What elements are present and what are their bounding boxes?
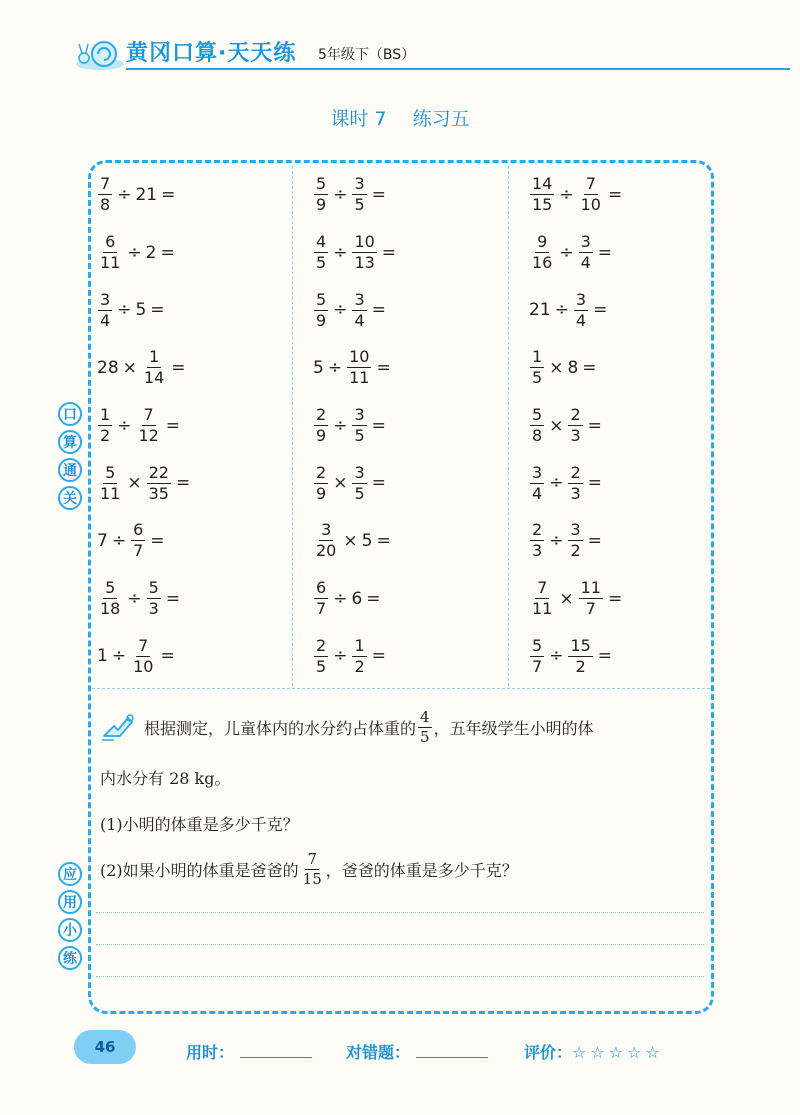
fraction: $\frac{10}{11}$ [349, 347, 370, 388]
operand: 2 [145, 242, 157, 263]
exercise-item [96, 224, 306, 282]
operator: ÷ [554, 300, 569, 321]
equals-sign: = [381, 242, 397, 263]
word-problem [100, 702, 708, 894]
side-label-apply [58, 862, 84, 974]
fraction: $\frac{2}{5}$ [316, 635, 327, 676]
lesson-title [0, 104, 800, 131]
operand: 21 [135, 184, 158, 205]
fraction: $\frac{22}{35}$ [148, 462, 169, 503]
fraction: $\frac{3}{2}$ [570, 520, 581, 561]
side-label-char: 用 [58, 890, 82, 914]
operator: × [559, 588, 574, 609]
problem-text: ，五年级学生小明的体 [433, 718, 594, 738]
side-label-char: 练 [58, 946, 82, 970]
operand: 6 [351, 588, 363, 609]
exercise-column-2 [312, 166, 522, 685]
exercise-item [528, 570, 738, 628]
header-divider [126, 68, 790, 70]
fraction: $\frac{1}{2}$ [354, 635, 365, 676]
operator: ÷ [117, 184, 132, 205]
fraction: $\frac{3}{4}$ [354, 289, 365, 330]
exercise-item [96, 281, 306, 339]
operator: ÷ [333, 646, 348, 667]
exercise-item [528, 454, 738, 512]
fraction: $\frac{7}{11}$ [532, 578, 553, 619]
time-blank[interactable] [240, 1042, 312, 1058]
lesson-number: 课时 7 [330, 108, 387, 130]
side-label-calc [58, 402, 84, 514]
equals-sign: = [371, 415, 386, 436]
lesson-name: 练习五 [412, 108, 470, 130]
fraction: $\frac{3}{4}$ [575, 289, 587, 330]
equals-sign: = [366, 588, 381, 609]
rating-stars[interactable]: ☆☆☆☆☆ [572, 1043, 664, 1062]
fraction: $\frac{1}{5}$ [532, 347, 543, 388]
operand: 5 [313, 357, 324, 378]
equals-sign: = [371, 646, 386, 667]
fraction: $\frac{15}{2}$ [570, 635, 591, 676]
equals-sign: = [165, 588, 181, 609]
equals-sign: = [160, 242, 175, 263]
exercise-item [312, 628, 522, 686]
equals-sign: = [587, 415, 602, 436]
operator: ÷ [111, 646, 127, 667]
operator: ÷ [127, 588, 142, 609]
equals-sign: = [371, 473, 386, 494]
operator: ÷ [333, 184, 348, 205]
exercise-item [96, 570, 306, 628]
fraction: $\frac{7}{10}$ [133, 635, 154, 676]
exercise-item [312, 166, 522, 224]
problem-line-1 [100, 702, 708, 752]
fraction: $\frac{5}{3}$ [148, 578, 159, 619]
fraction: $\frac{7}{12}$ [138, 405, 159, 446]
operand: 1 [97, 646, 108, 667]
fraction: $\frac{3}{5}$ [354, 174, 365, 215]
operator: ÷ [333, 300, 348, 321]
fraction: $\frac{2}{3}$ [570, 405, 581, 446]
equals-sign: = [376, 357, 391, 378]
fraction: $\frac{11}{7}$ [580, 578, 601, 619]
errors-blank[interactable] [416, 1042, 488, 1058]
side-label-char: 通 [58, 458, 82, 482]
equals-sign: = [597, 646, 613, 667]
operator: ÷ [333, 415, 348, 436]
question-1 [100, 802, 708, 844]
fraction: $\frac{2}{3}$ [532, 520, 543, 561]
grade-label: 5年级下（BS） [318, 47, 416, 63]
problem-text: 根据测定，儿童体内的水分约占体重的 [144, 718, 417, 738]
side-label-char: 应 [58, 862, 82, 886]
fraction: $\frac{3}{4}$ [580, 232, 591, 273]
operand: 5 [361, 530, 373, 551]
operator: ÷ [327, 357, 343, 378]
exercise-item [312, 339, 522, 397]
pointing-hand-icon [100, 712, 136, 742]
exercise-item [96, 339, 306, 397]
errors-field[interactable] [346, 1040, 488, 1063]
operator: × [333, 473, 348, 494]
fraction: $\frac{6}{11}$ [100, 232, 121, 273]
answer-line[interactable] [96, 944, 704, 945]
answer-line[interactable] [96, 912, 704, 913]
time-label: 用时： [186, 1043, 235, 1062]
equals-sign: = [597, 242, 613, 263]
question-2 [100, 844, 708, 894]
equals-sign: = [161, 184, 176, 205]
equals-sign: = [150, 300, 165, 321]
exercise-item [96, 454, 306, 512]
side-label-char: 小 [58, 918, 82, 942]
equals-sign: = [175, 473, 191, 494]
fraction: $\frac{5}{11}$ [100, 462, 121, 503]
operator: × [549, 357, 564, 378]
fraction: $\frac{6}{7}$ [316, 578, 327, 619]
page-footer [0, 1020, 800, 1080]
fraction: $\frac{3}{4}$ [100, 289, 111, 330]
exercise-item [96, 397, 306, 455]
side-label-char: 算 [58, 430, 82, 454]
exercise-column-1 [96, 166, 306, 685]
operand: 7 [97, 530, 108, 551]
equals-sign: = [160, 646, 175, 667]
equals-sign: = [150, 530, 165, 551]
fraction: $\frac{3}{4}$ [532, 462, 543, 503]
fraction: $\frac{1}{2}$ [100, 405, 111, 446]
equals-sign: = [582, 357, 597, 378]
fraction: $\frac{6}{7}$ [133, 520, 144, 561]
operator: ÷ [549, 646, 564, 667]
operator: ÷ [333, 242, 348, 263]
fraction: $\frac{5}{9}$ [316, 174, 327, 215]
fraction: $\frac{2}{9}$ [316, 462, 327, 503]
problem-line-2 [100, 752, 708, 802]
operand: 28 [97, 357, 119, 378]
fraction: $\frac{3}{20}$ [316, 520, 337, 561]
operator: ÷ [549, 473, 564, 494]
operator: ÷ [559, 184, 574, 205]
exercise-item [96, 512, 306, 570]
snail-logo-icon [74, 34, 126, 72]
fraction: $\frac{14}{15}$ [532, 174, 553, 215]
page-number: 46 [74, 1030, 136, 1064]
problem-text: 内水分有 28 kg。 [100, 768, 231, 788]
exercise-item [96, 628, 306, 686]
time-field[interactable] [186, 1040, 312, 1063]
fraction: $\frac{4}{5}$ [420, 707, 430, 746]
rating-field [524, 1040, 664, 1063]
fraction: $\frac{3}{5}$ [354, 405, 365, 446]
operator: ÷ [117, 300, 132, 321]
exercise-item [528, 397, 738, 455]
exercise-item [528, 224, 738, 282]
exercise-item [312, 512, 522, 570]
fraction: $\frac{2}{3}$ [570, 462, 581, 503]
answer-line[interactable] [96, 976, 704, 977]
equals-sign: = [587, 473, 602, 494]
operator: ÷ [111, 530, 127, 551]
equals-sign: = [607, 184, 623, 205]
fraction: $\frac{3}{5}$ [354, 462, 365, 503]
section-divider [92, 688, 710, 689]
question-text: ，爸爸的体重是多少千克？ [325, 860, 518, 880]
operator: × [343, 530, 358, 551]
errors-label: 对错题： [346, 1043, 411, 1062]
fraction: $\frac{10}{13}$ [354, 232, 375, 273]
exercise-item [312, 224, 522, 282]
operator: ÷ [117, 415, 132, 436]
fraction: $\frac{5}{8}$ [532, 405, 543, 446]
page-header [0, 28, 800, 78]
exercise-item [528, 166, 738, 224]
operator: × [127, 473, 142, 494]
equals-sign: = [171, 357, 186, 378]
exercise-item [528, 512, 738, 570]
operator: ÷ [127, 242, 142, 263]
equals-sign: = [371, 184, 386, 205]
fraction: $\frac{7}{10}$ [580, 174, 601, 215]
operand: 5 [135, 300, 147, 321]
fraction: $\frac{9}{16}$ [532, 232, 553, 273]
brand-title: 黄冈口算·天天练 [126, 41, 297, 66]
fraction: $\frac{5}{9}$ [316, 289, 327, 330]
fraction: $\frac{4}{5}$ [316, 232, 327, 273]
exercise-item [312, 454, 522, 512]
equals-sign: = [165, 415, 181, 436]
equals-sign: = [593, 300, 608, 321]
exercise-item [312, 570, 522, 628]
fraction: $\frac{7}{15}$ [302, 849, 322, 888]
side-label-char: 口 [58, 402, 82, 426]
exercise-item [312, 397, 522, 455]
equals-sign: = [376, 530, 391, 551]
exercise-item [528, 339, 738, 397]
question-text: (1)小明的体重是多少千克？ [100, 814, 299, 834]
equals-sign: = [587, 530, 602, 551]
fraction: $\frac{5}{7}$ [532, 635, 543, 676]
operator: × [122, 357, 137, 378]
operator: ÷ [559, 242, 574, 263]
exercise-item [96, 166, 306, 224]
operator: × [549, 415, 564, 436]
operand: 21 [529, 300, 551, 321]
fraction: $\frac{1}{14}$ [143, 347, 165, 388]
rating-label: 评价： [524, 1043, 573, 1062]
exercise-item [528, 628, 738, 686]
exercise-item [312, 281, 522, 339]
fraction: $\frac{5}{18}$ [100, 578, 121, 619]
operator: ÷ [549, 530, 564, 551]
equals-sign: = [607, 588, 623, 609]
equals-sign: = [371, 300, 386, 321]
fraction: $\frac{2}{9}$ [316, 405, 327, 446]
side-label-char: 关 [58, 486, 82, 510]
operand: 8 [567, 357, 579, 378]
exercise-item [528, 281, 738, 339]
fraction: $\frac{7}{8}$ [100, 174, 111, 215]
operator: ÷ [333, 588, 348, 609]
exercise-column-3 [528, 166, 738, 685]
question-text: (2)如果小明的体重是爸爸的 [100, 860, 299, 880]
